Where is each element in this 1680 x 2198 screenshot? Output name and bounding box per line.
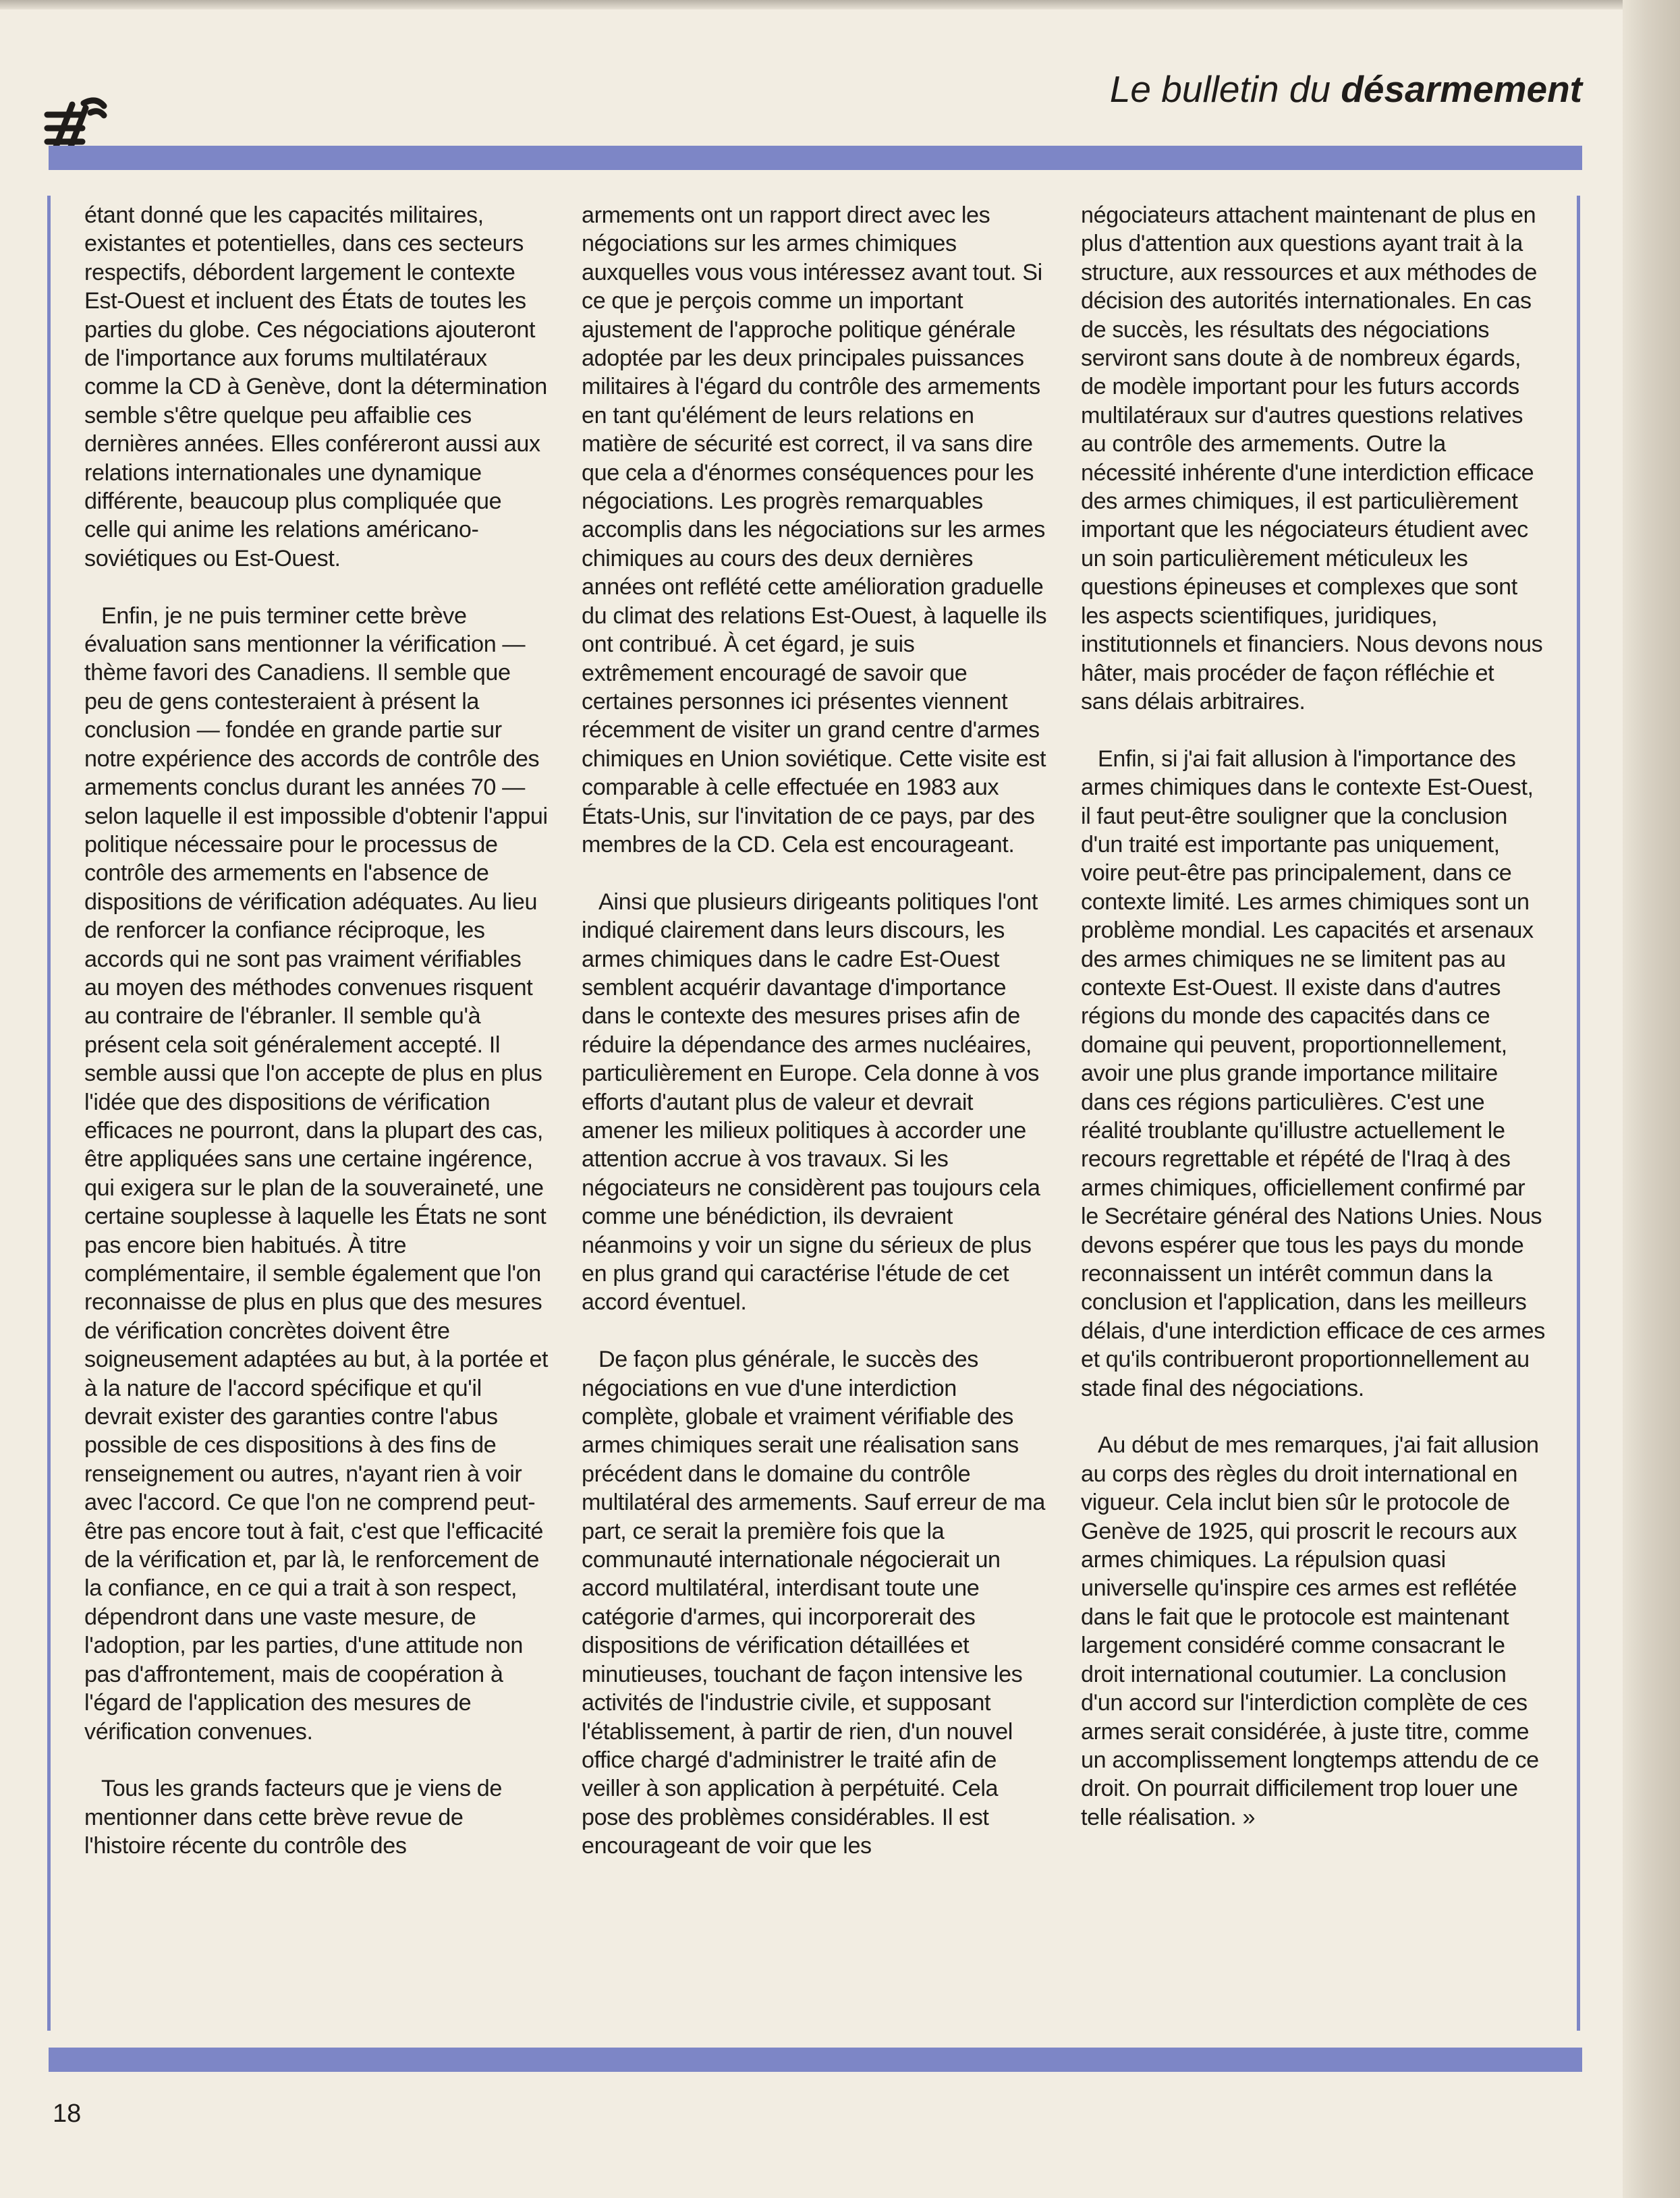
page-binding-edge <box>1623 0 1680 2198</box>
publication-title <box>1110 67 1582 111</box>
paragraph: Enfin, si j'ai fait allusion à l'importance des armes chimiques dans le contexte Est-Ouest, il faut peut-être souligner que la conclusion d'un traité est importante pas uniquement, voire peut-être pas principalement, dans ce contexte limité. Les armes chimiques sont un problème mondial. Les capacités et arsenaux des armes chimiques ne se limitent pas au contexte Est-Ouest. Il existe dans d'autres régions du monde des capacités dans ce domaine qui peuvent, proportionnellement, avoir une plus grande importance militaire dans ces régions particulières. C'est une réalité troublante qu'illustre actuellement le recours regrettable et répété de l'Iraq à des armes chimiques, officiellement confirmé par le Secrétaire général des Nations Unies. Nous devons espérer que tous les pays du monde reconnaissent un intérêt commun dans la conclusion et l'application, dans les meilleurs délais, d'une interdiction efficace de ces armes et qu'ils contribueront proportionnellement au stade final des négociations. <box>1081 745 1545 1401</box>
header-rule <box>49 146 1582 170</box>
paragraph: Tous les grands facteurs que je viens de mentionner dans cette brève revue de l'histoire récente du contrôle des <box>84 1776 503 1859</box>
publication-title-bold: désarmement <box>1341 68 1582 110</box>
publication-title-regular: Le bulletin du <box>1109 68 1341 110</box>
paragraph: étant donné que les capacités militaires, existantes et potentielles, dans ces secteurs respectifs, débordent largement le contexte Est-Ouest et incluent des États de toutes les parties du globe. Ces négociations ajouteront de l'importance aux forums multilatéraux comme la CD à Genève, dont la détermination semble s'être quelque peu affaiblie ces dernières années. Elles conféreront aussi aux relations internationales une dynamique différente, beaucoup plus compliquée que celle qui anime les relations américano-soviétiques ou Est-Ouest. <box>84 202 547 571</box>
paragraph: Ainsi que plusieurs dirigeants politiques l'ont indiqué clairement dans leurs discours, les armes chimiques dans le cadre Est-Ouest semblent acquérir davantage d'importance dans le contexte des mesures prises afin de réduire la dépendance des armes nucléaires, particulièrement en Europe. Cela donne à vos efforts d'autant plus de valeur et devrait amener les milieux politiques à accorder une attention accrue à vos travaux. Si les négociateurs ne considèrent pas toujours cela comme une bénédiction, ils devraient néanmoins y voir un signe du sérieux de plus en plus grand qui caractérise l'étude de cet accord éventuel. <box>582 889 1040 1316</box>
text-column-1 <box>84 201 550 2031</box>
paragraph: armements ont un rapport direct avec les négociations sur les armes chimiques auxquelles vous vous intéressez avant tout. Si ce que je perçois comme un important ajustement de l'approche politique générale adoptée par les deux principales puissances militaires à l'égard du contrôle des armements en tant qu'élément de leurs relations en matière de sécurité est correct, il va sans dire que cela a d'énormes conséquences pour les négociations. Les progrès remarquables accomplis dans les négociations sur les armes chimiques au cours des deux dernières années ont reflété cette amélioration graduelle du climat des relations Est-Ouest, à laquelle ils ont contribué. À cet égard, je suis extrêmement encouragé de savoir que certaines personnes ici présentes viennent récemment de visiter un grand centre d'armes chimiques en Union soviétique. Cette visite est comparable à celle effectuée en 1983 aux États-Unis, sur l'invitation de ce pays, par des membres de la CD. Cela est encourageant. <box>582 202 1047 857</box>
text-column-3 <box>1081 201 1546 2031</box>
paragraph: Au début de mes remarques, j'ai fait allusion au corps des règles du droit international en vigueur. Cela inclut bien sûr le protocole de Genève de 1925, qui proscrit le recours aux armes chimiques. La répulsion quasi universelle qu'inspire ces armes est reflétée dans le fait que le protocole est maintenant largement considéré comme consacrant le droit international coutumier. La conclusion d'un accord sur l'interdiction complète de ces armes serait considérée, à juste titre, comme un accomplissement longtemps attendu de ce droit. On pourrait difficilement trop louer une telle réalisation. » <box>1081 1432 1539 1830</box>
right-column-border <box>1577 196 1580 2031</box>
page-number: 18 <box>53 2100 82 2128</box>
footer-rule <box>49 2048 1582 2072</box>
left-column-border <box>47 196 51 2031</box>
text-column-2 <box>582 201 1047 2031</box>
paragraph: De façon plus générale, le succès des négociations en vue d'une interdiction complète, globale et vraiment vérifiable des armes chimiques serait une réalisation sans précédent dans le domaine du contrôle multilatéral des armements. Sauf erreur de ma part, ce serait la première fois que la communauté internationale négocierait un accord multilatéral, interdisant toute une catégorie d'armes, qui incorporerait des dispositions de vérification détaillées et minutieuses, touchant de façon intensive les activités de l'industrie civile, et supposant l'établissement, à partir de rien, d'un nouvel office chargé d'administrer le traité afin de veiller à son application à perpétuité. Cela pose des problèmes considérables. Il est encourageant de voir que les <box>582 1347 1045 1859</box>
paragraph: Enfin, je ne puis terminer cette brève évaluation sans mentionner la vérification — thème favori des Canadiens. Il semble que peu de gens contesteraient à présent la conclusion — fondée en grande partie sur notre expérience des accords de contrôle des armements conclus durant les années 70 — selon laquelle il est impossible d'obtenir l'appui politique nécessaire pour le processus de contrôle des armements en l'absence de dispositions de vérification adéquates. Au lieu de renforcer la confiance réciproque, les accords qui ne sont pas vraiment vérifiables au moyen des méthodes convenues risquent au contraire de l'ébranler. Il semble qu'à présent cela soit généralement accepté. Il semble aussi que l'on accepte de plus en plus l'idée que des dispositions de vérification efficaces ne pourront, dans la plupart des cas, être appliquées sans une certaine ingérence, qui exigera sur le plan de la souveraineté, une certaine souplesse à laquelle les États ne sont pas encore bien habitués. À titre complémentaire, il semble également que l'on reconnaisse de plus en plus que des mesures de vérification concrètes doivent être soigneusement adaptées au but, à la portée et à la nature de l'accord spécifique et qu'il devrait exister des garanties contre l'abus possible de ces dispositions à des fins de renseignement ou autres, n'ayant rien à voir avec l'accord. Ce que l'on ne comprend peut-être pas encore tout à fait, c'est que l'efficacité de la vérification et, par là, le renforcement de la confiance, en ce qui a trait à son respect, dépendront dans une vaste mesure, de l'adoption, par les parties, d'une attitude non pas d'affrontement, mais de coopération à l'égard de l'application des mesures de vérification convenues. <box>84 602 549 1745</box>
paragraph: négociateurs attachent maintenant de plus en plus d'attention aux questions ayant trait à la structure, aux ressources et aux méthodes de décision des autorités internationales. En cas de succès, les résultats des négociations serviront sans doute à de nombreux égards, de modèle important pour les futurs accords multilatéraux sur d'autres questions relatives au contrôle des armements. Outre la nécessité inhérente d'une interdiction efficace des armes chimiques, il est particulièrement important que les négociateurs étudient avec un soin particulièrement méticuleux les questions épineuses et complexes que sont les aspects scientifiques, juridiques, institutionnels et financiers. Nous devons nous hâter, mais procéder de façon réfléchie et sans délais arbitraires. <box>1081 202 1543 714</box>
page-top-edge <box>0 0 1680 9</box>
